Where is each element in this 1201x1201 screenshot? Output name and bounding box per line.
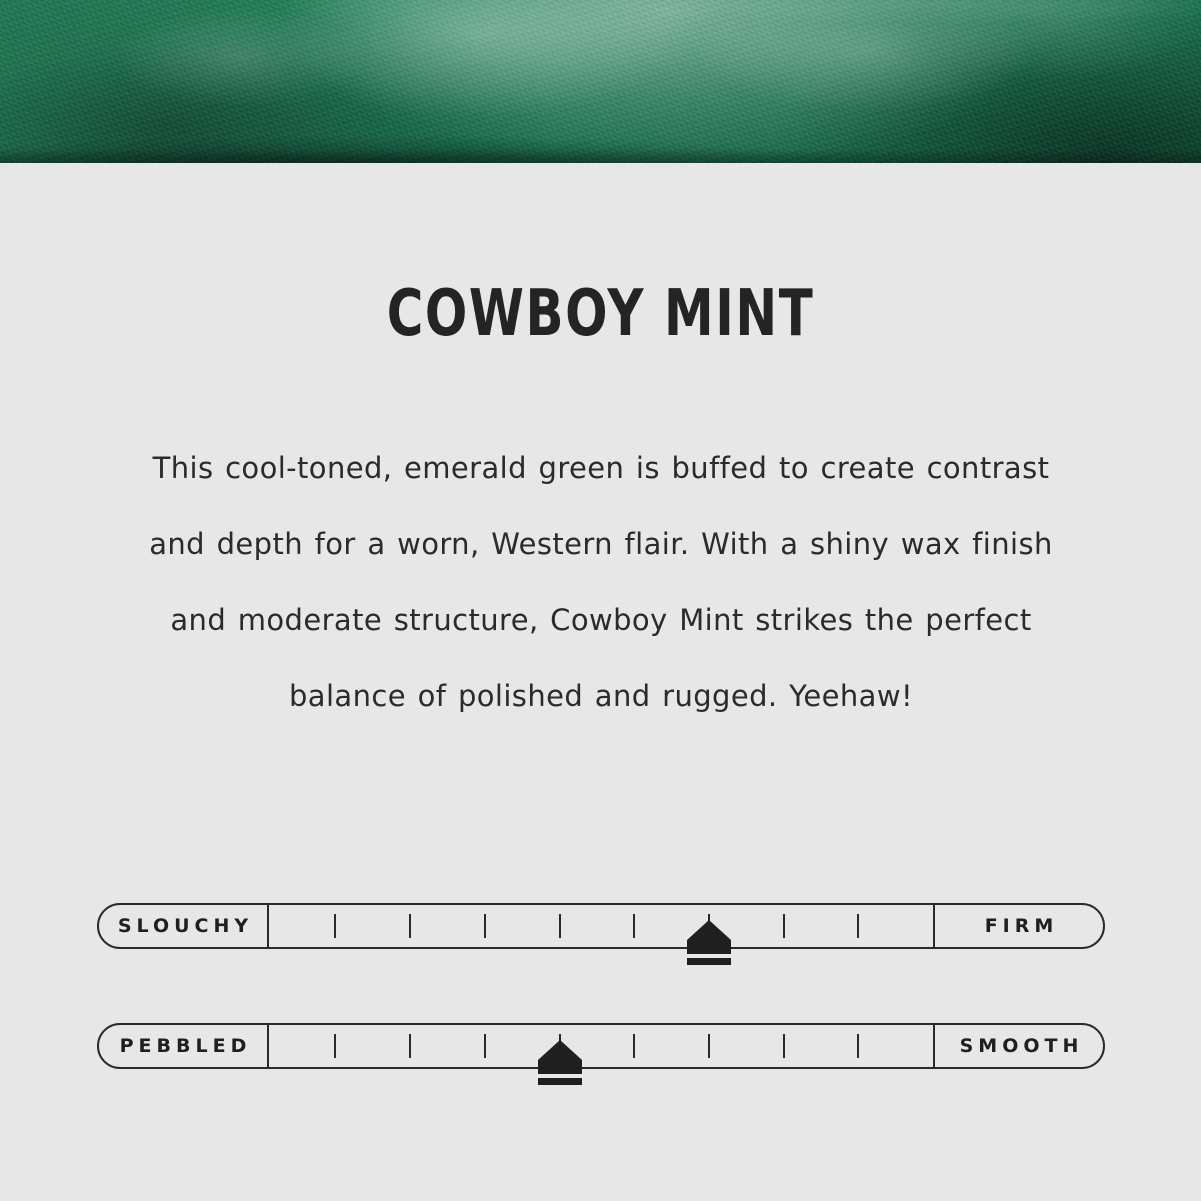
scale-tick <box>857 1034 859 1058</box>
scale-tick <box>783 914 785 938</box>
scale-tick <box>409 914 411 938</box>
marker-foot <box>687 958 731 965</box>
scale-left-label: PEBBLED <box>99 1025 269 1067</box>
scale-tick <box>334 914 336 938</box>
scale-tick <box>409 1034 411 1058</box>
scale-tick <box>708 1034 710 1058</box>
leather-crease-shadow <box>0 0 1201 163</box>
marker-head-icon <box>687 920 731 940</box>
scale-marker[interactable] <box>538 1040 582 1085</box>
scale-midsection <box>269 905 933 947</box>
scale-tick <box>484 1034 486 1058</box>
scale-tick <box>857 914 859 938</box>
scale-tick <box>559 914 561 938</box>
scale-track <box>97 1023 1105 1069</box>
hero-bottom-shadow <box>0 149 1201 163</box>
scale-right-label: FIRM <box>933 905 1103 947</box>
scale-tick <box>633 914 635 938</box>
scale-tick <box>783 1034 785 1058</box>
marker-head-icon <box>538 1040 582 1060</box>
marker-foot <box>538 1078 582 1085</box>
marker-body <box>538 1060 582 1074</box>
scale-right-label: SMOOTH <box>933 1025 1103 1067</box>
scale-structure <box>97 903 1105 949</box>
scale-tick <box>633 1034 635 1058</box>
scale-texture <box>97 1023 1105 1069</box>
scale-marker[interactable] <box>687 920 731 965</box>
scale-midsection <box>269 1025 933 1067</box>
scale-tick <box>484 914 486 938</box>
page-title: COWBOY MINT <box>386 277 815 351</box>
scales-group <box>97 903 1105 1143</box>
leather-hero-image <box>0 0 1201 163</box>
description-text: This cool-toned, emerald green is buffed to create contrast and depth for a worn, Western flair. With a shiny wax finish and moderate structure, Cowboy Mint strikes the perfect balance of polished and rugged. Yeehaw! <box>149 451 1053 713</box>
scale-tick <box>334 1034 336 1058</box>
marker-body <box>687 940 731 954</box>
scale-track <box>97 903 1105 949</box>
scale-left-label: SLOUCHY <box>99 905 269 947</box>
